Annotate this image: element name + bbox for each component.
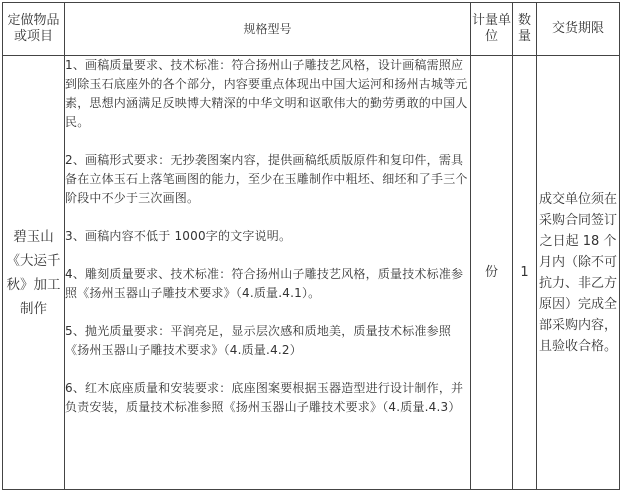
header-unit: 计量单位: [471, 3, 513, 56]
header-qty: 数量: [513, 3, 537, 56]
header-row: [3, 3, 620, 56]
header-item: 定做物品或项目: [3, 3, 65, 56]
item-name: 碧玉山《大运千秋》加工制作: [3, 56, 65, 490]
delivery-terms: 成交单位须在采购合同签订之日起 18 个月内（除不可抗力、非乙方原因）完成全部采购内容，且验收合格。: [537, 56, 620, 490]
spec-description: [65, 56, 471, 490]
spec-paragraph-3: 3、画稿内容不低于 1000字的文字说明。: [65, 229, 292, 243]
spec-paragraph-5: 5、抛光质量要求：平润亮足，显示层次感和质地美，质量技术标准参照《扬州玉器山子雕技术要求》（4.质量.4.2）: [65, 324, 452, 357]
spec-paragraph-6: 6、红木底座质量和安装要求：底座图案要根据玉器造型进行设计制作，并负责安装，质量技术标准参照《扬州玉器山子雕技术要求》（4.质量.4.3）: [65, 381, 464, 414]
header-spec: 规格型号: [65, 3, 471, 56]
spec-paragraph-1: 1、画稿质量要求、技术标准：符合扬州山子雕技艺风格，设计画稿需照应到除玉石底座外的各个部分，内容要重点体现出中国大运河和扬州古城等元素，思想内涵满足反映博大精深的中华文明和讴歌伟大的勤劳勇敢的中国人民。: [65, 58, 468, 129]
header-delivery: 交货期限: [537, 3, 620, 56]
spec-paragraph-2: 2、画稿形式要求：无抄袭图案内容，提供画稿纸质版原件和复印件，需具备在立体玉石上落笔画图的能力，至少在玉雕制作中粗坯、细坯和了手三个阶段中不少于三次画图。: [65, 153, 468, 205]
spec-table: [2, 2, 620, 490]
table-row: [3, 56, 620, 490]
quantity-value: 1: [513, 56, 537, 490]
spec-paragraph-4: 4、雕刻质量要求、技术标准：符合扬州山子雕技艺风格，质量技术标准参照《扬州玉器山子雕技术要求》（4.质量.4.1）。: [65, 267, 464, 300]
unit-value: 份: [471, 56, 513, 490]
